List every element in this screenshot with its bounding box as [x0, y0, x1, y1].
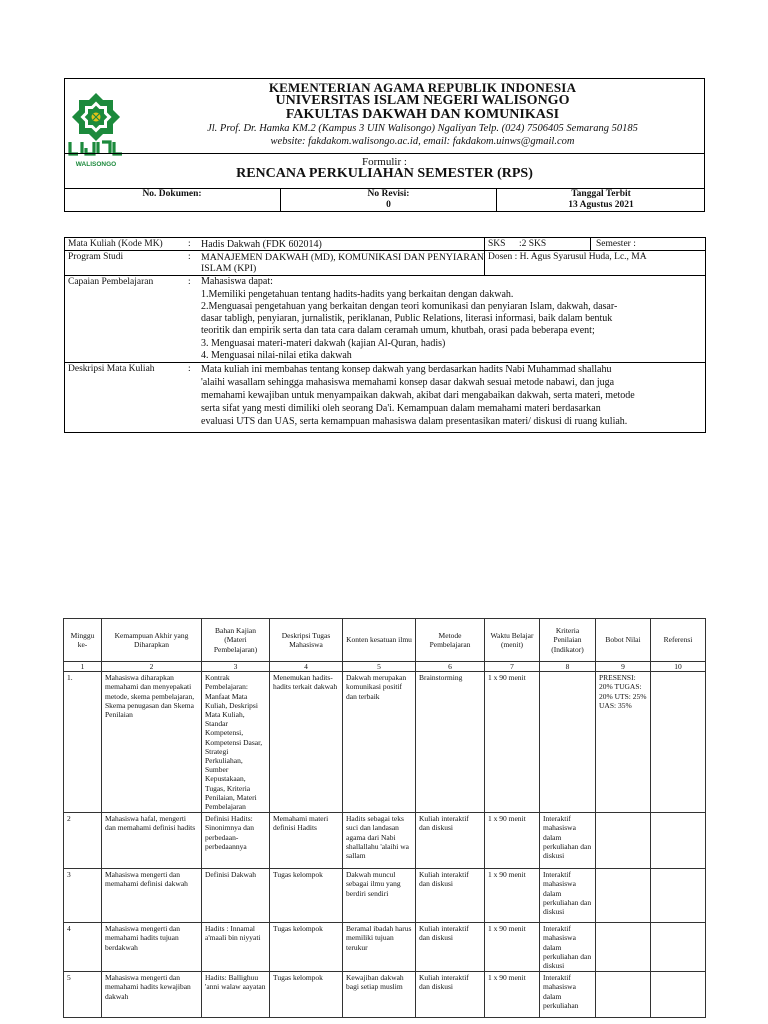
number-row: [64, 662, 706, 672]
col-header: Bahan Kajian (Materi Pembelajaran): [202, 619, 270, 662]
table-cell: Mahasiswa hafal, mengerti dan memahami definisi hadits: [102, 813, 202, 869]
table-cell: [596, 813, 651, 869]
row-divider: [64, 362, 706, 363]
cp-line: 1.Memiliki pengetahuan tentang hadits-hadits yang berkaitan dengan dakwah.: [201, 289, 514, 300]
table-cell: Kuliah interaktif dan diskusi: [416, 813, 485, 869]
website-email: website: fakdakom.walisongo.ac.id, email: fakdakom.uinws@gmail.com: [270, 136, 575, 147]
date-value: 13 Agustus 2021: [568, 200, 634, 210]
col-number: 10: [651, 662, 706, 672]
colon: :: [188, 364, 191, 374]
mk-value: Hadis Dakwah (FDK 602014): [201, 239, 322, 250]
table-cell: 1 x 90 menit: [485, 972, 540, 1018]
header-divider: [64, 153, 705, 154]
logo-text: WALISONGO: [75, 161, 117, 168]
table-cell: Kewajiban dakwah bagi setiap muslim: [343, 972, 416, 1018]
table-cell: Kuliah interaktif dan diskusi: [416, 972, 485, 1018]
ministry-name: KEMENTERIAN AGAMA REPUBLIK INDONESIA: [268, 80, 577, 95]
col-header: Kriteria Penilaian (Indikator): [540, 619, 596, 662]
table-cell: Kuliah interaktif dan diskusi: [416, 923, 485, 972]
table-cell: 2: [64, 813, 102, 869]
prodi-value-2: ISLAM (KPI): [201, 263, 257, 274]
cp-label: Capaian Pembelajaran: [68, 277, 154, 287]
table-cell: [651, 923, 706, 972]
table-cell: Definisi Dakwah: [202, 869, 270, 923]
col-header: Waktu Belajar (menit): [485, 619, 540, 662]
col-number: 2: [102, 662, 202, 672]
semester-label: Semester :: [596, 239, 636, 249]
doc-number-label: No. Dokumen:: [142, 189, 202, 199]
desc-line: serta sifat yang mesti dimiliki oleh seorang Da'i. Kemampuan dalam memahami materi berdasarkan: [201, 403, 601, 414]
desc-line: evaluasi UTS dan UAS, serta kemampuan mahasiswa dalam presentasikan materi/ diskusi di ruang kuliah.: [201, 416, 628, 427]
col-number: 7: [485, 662, 540, 672]
table-cell: Kontrak Pembelajaran: Manfaat Mata Kuliah, Deskripsi Mata Kuliah, Standar Kompetensi, Kompetensi Dasar, Strategi Perkuliahan, Sumber Kepustakaan, Tugas, Kriteria Penilaian, Materi Pembelajaran: [202, 672, 270, 813]
table-cell: Hadits sebagai teks suci dan landasan agama dari Nabi shallallahu 'alaihi wa sallam: [343, 813, 416, 869]
university-name: UNIVERSITAS ISLAM NEGERI WALISONGO: [275, 93, 570, 108]
mk-label: Mata Kuliah (Kode MK): [68, 239, 163, 249]
table-cell: 1 x 90 menit: [485, 672, 540, 813]
table-cell: PRESENSI: 20% TUGAS: 20% UTS: 25% UAS: 35%: [596, 672, 651, 813]
table-cell: Kuliah interaktif dan diskusi: [416, 869, 485, 923]
table-cell: [596, 923, 651, 972]
table-cell: Mahasiswa mengerti dan memahami definisi dakwah: [102, 869, 202, 923]
table-cell: Dakwah merupakan komunikasi positif dan terbaik: [343, 672, 416, 813]
table-cell: Memahami materi definisi Hadits: [270, 813, 343, 869]
row-divider: [64, 275, 706, 276]
address: Jl. Prof. Dr. Hamka KM.2 (Kampus 3 UIN Walisongo) Ngaliyan Telp. (024) 7506405 Semarang 50185: [207, 123, 638, 134]
revision-label: No Revisi:: [367, 189, 410, 199]
table-cell: Hadits: Ballighuu 'anni walaw aayatan: [202, 972, 270, 1018]
cp-line: 3. Menguasai materi-materi dakwah (kajian Al-Quran, hadis): [201, 338, 446, 349]
lecturer: Dosen : H. Agus Syarusul Huda, Lc., MA: [488, 252, 647, 262]
table-cell: Mahasiswa diharapkan memahami dan menyepakati metode, skema pembelajaran, Skema penugasan dan Skema Penilaian: [102, 672, 202, 813]
col-header: Deskripsi Tugas Mahasiswa: [270, 619, 343, 662]
table-cell: Beramal ibadah harus memiliki tujuan terukur: [343, 923, 416, 972]
table-cell: [651, 869, 706, 923]
prodi-value-1: MANAJEMEN DAKWAH (MD), KOMUNIKASI DAN PENYIARAN: [201, 252, 485, 263]
desc-line: 'alaihi wasallam sehingga mahasiswa memahami konsep dasar dakwah sesuai metode nabawi, dan juga: [201, 377, 615, 388]
header-row: [64, 619, 706, 662]
table-row: [64, 672, 706, 813]
table-cell: Tugas kelompok: [270, 923, 343, 972]
faculty-name: FAKULTAS DAKWAH DAN KOMUNIKASI: [285, 107, 560, 122]
col-number: 9: [596, 662, 651, 672]
desc-line: memahami kewajiban untuk menyampaikan dakwah, akibat dari mengabaikan dakwah, serta materi, metode: [201, 390, 635, 401]
table-cell: [651, 672, 706, 813]
table-cell: 4: [64, 923, 102, 972]
table-cell: Definisi Hadits: Sinonimnya dan perbedaan-perbedaannya: [202, 813, 270, 869]
table-cell: Brainstorming: [416, 672, 485, 813]
formulir-label: Formulir :: [362, 156, 407, 168]
col-number: 3: [202, 662, 270, 672]
table-cell: 1 x 90 menit: [485, 813, 540, 869]
table-cell: 3: [64, 869, 102, 923]
cp-line: dasar tabligh, penyiaran, jurnalistik, periklanan, Public Relations, literasi informasi, baik dalam bentuk: [201, 313, 613, 324]
cp-line: 4. Menguasai nilai-nilai etika dakwah: [201, 350, 352, 361]
table-cell: Mahasiswa mengerti dan memahami hadits kewajiban dakwah: [102, 972, 202, 1018]
prodi-label: Program Studi: [68, 252, 124, 262]
table-cell: Interaktif mahasiswa dalam perkuliahan dan diskusi: [540, 813, 596, 869]
table-cell: 1.: [64, 672, 102, 813]
table-cell: [651, 972, 706, 1018]
col-header: Metode Pembelajaran: [416, 619, 485, 662]
rps-table: [63, 618, 706, 1018]
sks-value: :2 SKS: [519, 239, 547, 249]
col-header: Minggu ke-: [64, 619, 102, 662]
col-header: Konten kesatuan ilmu: [343, 619, 416, 662]
table-cell: Hadits : Innamal a'maali bin niyyati: [202, 923, 270, 972]
table-row: [64, 923, 706, 972]
colon: :: [188, 277, 191, 287]
col-number: 1: [64, 662, 102, 672]
col-number: 4: [270, 662, 343, 672]
table-row: [64, 869, 706, 923]
table-cell: Dakwah muncul sebagai ilmu yang berdiri sendiri: [343, 869, 416, 923]
table-cell: 1 x 90 menit: [485, 869, 540, 923]
table-cell: Interaktif mahasiswa dalam perkuliahan: [540, 972, 596, 1018]
table-row: [64, 972, 706, 1018]
table-cell: [540, 672, 596, 813]
colon: :: [188, 239, 191, 249]
table-cell: [596, 972, 651, 1018]
table-cell: [651, 813, 706, 869]
form-title: RENCANA PERKULIAHAN SEMESTER (RPS): [236, 166, 533, 181]
col-header: Kemampuan Akhir yang Diharapkan: [102, 619, 202, 662]
col-header: Referensi: [651, 619, 706, 662]
table-cell: Interaktif mahasiswa dalam perkuliahan dan diskusi: [540, 869, 596, 923]
colon: :: [188, 252, 191, 262]
table-cell: Interaktif mahasiswa dalam perkuliahan dan diskusi: [540, 923, 596, 972]
col-divider: [590, 237, 591, 250]
cp-line: 2.Menguasai pengetahuan yang berkaitan dengan teori komunikasi dan penyiaran Islam, dakwah, dasar-: [201, 301, 618, 312]
cp-line: teoritik dan empirik serta dan tata cara dalam ceramah umum, khutbah, orasi pada beberapa event;: [201, 325, 595, 336]
cp-intro: Mahasiswa dapat:: [201, 276, 273, 287]
revision-value: 0: [386, 200, 391, 210]
sks-label: SKS: [488, 239, 506, 249]
col-divider: [484, 237, 485, 275]
col-number: 6: [416, 662, 485, 672]
table-cell: Tugas kelompok: [270, 972, 343, 1018]
table-cell: Mahasiswa mengerti dan memahami hadits tujuan berdakwah: [102, 923, 202, 972]
desc-label: Deskripsi Mata Kuliah: [68, 364, 155, 374]
table-cell: Menemukan hadits-hadits terkait dakwah: [270, 672, 343, 813]
table-row: [64, 813, 706, 869]
table-cell: Tugas kelompok: [270, 869, 343, 923]
table-cell: [596, 869, 651, 923]
table-cell: 1 x 90 menit: [485, 923, 540, 972]
col-number: 5: [343, 662, 416, 672]
desc-line: Mata kuliah ini membahas tentang konsep dakwah yang berdasarkan hadits Nabi Muhammad shallahu: [201, 364, 612, 375]
date-label: Tanggal Terbit: [571, 189, 631, 199]
col-header: Bobot Nilai: [596, 619, 651, 662]
table-cell: 5: [64, 972, 102, 1018]
col-number: 8: [540, 662, 596, 672]
